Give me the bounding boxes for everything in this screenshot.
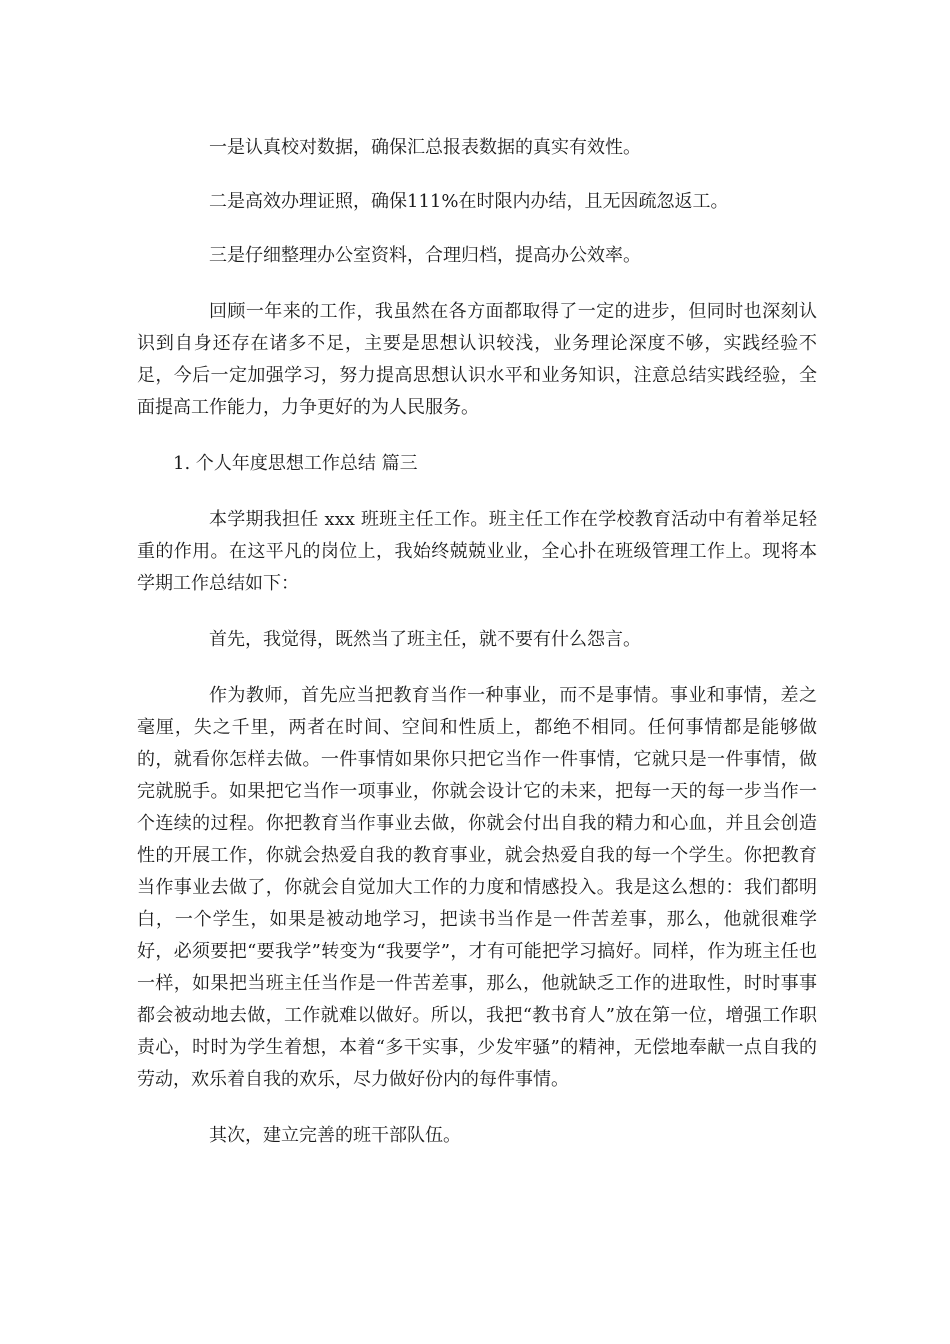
paragraph-8: 其次，建立完善的班干部队伍。 [209, 1125, 461, 1146]
section-heading: 1. 个人年度思想工作总结 篇三 [173, 453, 418, 474]
document-page [137, 132, 817, 1176]
paragraph-3: 三是仔细整理办公室资料，合理归档，提高办公效率。 [209, 245, 641, 266]
paragraph-1: 一是认真校对数据，确保汇总报表数据的真实有效性。 [209, 137, 641, 158]
paragraph-4: 回顾一年来的工作，我虽然在各方面都取得了一定的进步，但同时也深刻认识到自身还存在诸多不足，主要是思想认识较浅，业务理论深度不够，实践经验不足，今后一定加强学习，努力提高思想认识水平和业务知识，注意总结实践经验，全面提高工作能力，力争更好的为人民服务。 [137, 301, 817, 418]
paragraph-7: 作为教师，首先应当把教育当作一种事业，而不是事情。事业和事情，差之毫厘，失之千里，两者在时间、空间和性质上，都绝不相同。任何事情都是能够做的，就看你怎样去做。一件事情如果你只把它当作一件事情，它就只是一件事情，做完就脱手。如果把它当作一项事业，你就会设计它的未来，把每一天的每一步当作一个连续的过程。你把教育当作事业去做，你就会付出自我的精力和心血，并且会创造性的开展工作，你就会热爱自我的教育事业，就会热爱自我的每一个学生。你把教育当作事业去做了，你就会自觉加大工作的力度和情感投入。我是这么想的：我们都明白，一个学生，如果是被动地学习，把读书当作是一件苦差事，那么，他就很难学好，必须要把“要我学”转变为“我要学”，才有可能把学习搞好。同样，作为班主任也一样，如果把当班主任当作是一件苦差事，那么，他就缺乏工作的进取性，时时事事都会被动地去做，工作就难以做好。所以，我把“教书育人”放在第一位，增强工作职责心，时时为学生着想，本着“多干实事，少发牢骚”的精神，无偿地奉献一点自我的劳动，欢乐着自我的欢乐，尽力做好份内的每件事情。 [137, 685, 817, 1090]
paragraph-2: 二是高效办理证照，确保111%在时限内办结，且无因疏忽返工。 [209, 191, 729, 212]
paragraph-5: 本学期我担任 xxx 班班主任工作。班主任工作在学校教育活动中有着举足轻重的作用。在这平凡的岗位上，我始终兢兢业业，全心扑在班级管理工作上。现将本学期工作总结如下： [137, 509, 817, 594]
paragraph-6: 首先，我觉得，既然当了班主任，就不要有什么怨言。 [209, 629, 641, 650]
